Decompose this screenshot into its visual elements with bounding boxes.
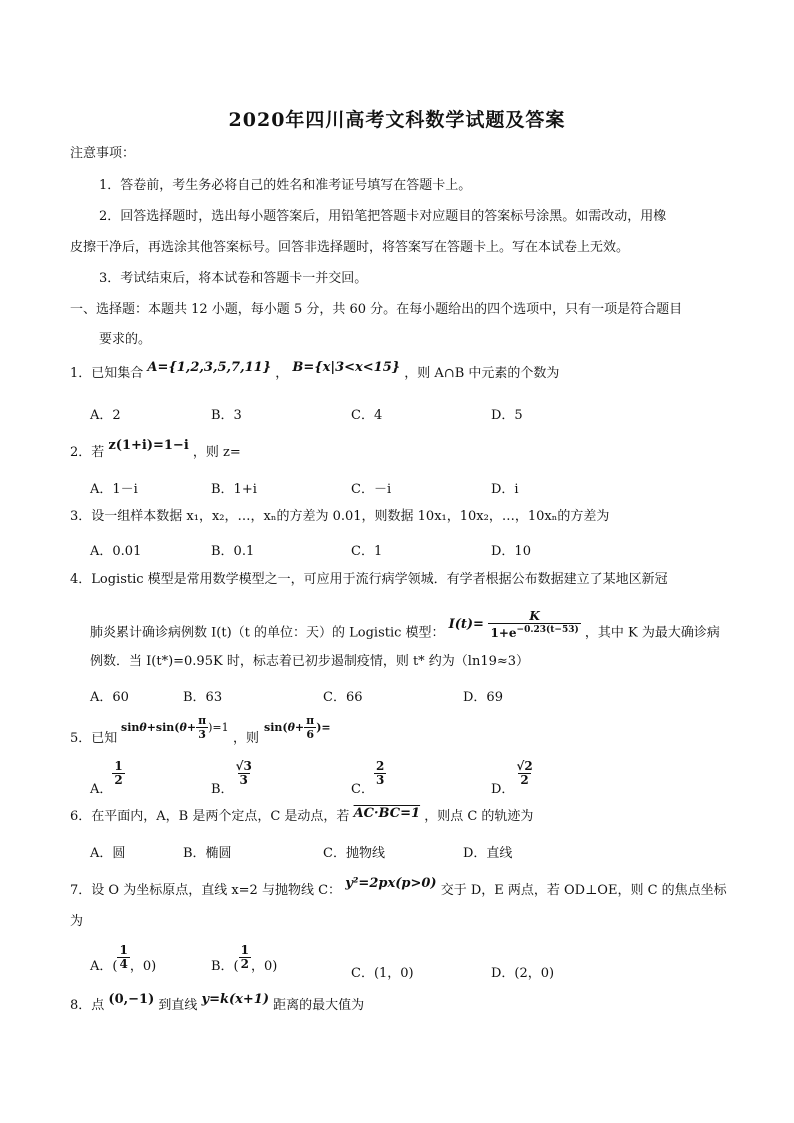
q5-opt-d-num: √2 <box>516 759 533 773</box>
q5-opt-c-frac <box>374 760 386 787</box>
q8-suffix: 距离的最大值为 <box>273 998 365 1013</box>
notice-heading: 注意事项： <box>70 146 136 161</box>
q7-opt-b-frac <box>239 944 251 971</box>
question-1 <box>70 360 560 382</box>
q5-opt-d-frac <box>514 760 534 787</box>
q5-opt-a-num: 1 <box>114 759 123 773</box>
q1-set-a: A={1,2,3,5,7,11} <box>147 360 272 375</box>
q5-option-d <box>491 759 535 797</box>
q4-line2-prefix: 肺炎累计确诊病例数 I(t)（t 的单位：天）的 Logistic 模型： <box>90 625 445 641</box>
q8-point: (0,−1) <box>108 992 155 1007</box>
q5-option-c <box>351 759 386 797</box>
q7-opt-a-frac <box>117 944 129 971</box>
q5-formula2-left: sin(θ+ <box>264 721 305 734</box>
q5-opt-b-num: √3 <box>235 759 252 773</box>
q3-option-b: B．0.1 <box>211 544 255 559</box>
q7-opt-b-num: 1 <box>240 943 249 957</box>
q7-opt-a-den: 4 <box>119 957 128 971</box>
q4-formula <box>449 610 581 640</box>
q2-suffix: ，则 z= <box>192 445 241 460</box>
section-heading-line-1: 一、选择题：本题共 12 小题，每小题 5 分，共 60 分。在每小题给出的四个选项中，只有一项是符合题目 <box>70 302 683 317</box>
q7-opt-b-post: ，0) <box>251 959 278 974</box>
q1-option-b: B．3 <box>211 408 242 423</box>
q4-option-d: D．69 <box>463 690 503 705</box>
q5-six: 6 <box>306 728 314 741</box>
q5-formula-2 <box>264 714 331 741</box>
q8-line: y=k(x+1) <box>201 992 269 1007</box>
q2-formula: z(1+i)=1−i <box>108 438 189 453</box>
q7-opt-a-post: ，0) <box>129 959 157 974</box>
q2-option-b: B．1+i <box>211 482 257 497</box>
q7-option-d: D．(2，0) <box>491 966 555 981</box>
q3-option-d: D．10 <box>491 544 531 559</box>
q1-set-b: B={x|3<x<15} <box>292 360 401 375</box>
q5-pi-1: π <box>198 714 207 727</box>
q5-opt-a-den: 2 <box>114 773 123 787</box>
q6-prefix: 6．在平面内，A，B 是两个定点，C 是动点，若 <box>70 809 350 824</box>
q5-opt-b-label: B． <box>211 782 234 797</box>
q7-option-c: C．(1，0) <box>351 966 414 981</box>
page-title: 2020年四川高考文科数学试题及答案 <box>228 109 566 131</box>
q4-formula-lhs: I(t)= <box>448 617 484 632</box>
q5-option-b <box>211 759 254 797</box>
q7-suffix: 交于 D，E 两点，若 OD⊥OE，则 C 的焦点坐标 <box>440 883 727 898</box>
q1-suffix: ，则 A∩B 中元素的个数为 <box>404 366 560 381</box>
q4-den-base: 1+e <box>490 626 517 640</box>
question-2 <box>70 438 241 461</box>
question-4-line-2 <box>90 609 720 648</box>
q5-pi-over-3 <box>196 714 208 741</box>
q5-pi-over-6 <box>304 714 316 741</box>
q5-formula1-left: sinθ+sin(θ+ <box>121 721 197 734</box>
notice-item-2-line-2: 皮擦干净后，再选涂其他答案标号。回答非选择题时，将答案写在答题卡上。写在本试卷上无效。 <box>70 240 630 255</box>
q6-option-a: A．圆 <box>90 846 126 861</box>
question-7-line-2: 为 <box>70 914 84 929</box>
question-4-line-1: 4．Logistic 模型是常用数学模型之一，可应用于流行病学领城．有学者根据公布数据建立了某地区新冠 <box>70 572 668 587</box>
question-6 <box>70 806 534 825</box>
q4-formula-num: K <box>529 609 540 623</box>
q5-opt-c-num: 2 <box>375 759 385 773</box>
q8-mid: 到直线 <box>158 998 198 1013</box>
q4-formula-fraction <box>488 610 580 640</box>
q5-opt-c-label: C． <box>351 782 374 797</box>
q7-prefix: 7．设 O 为坐标原点，直线 x=2 与抛物线 C： <box>70 883 342 898</box>
notice-item-3: 3．考试结束后，将本试卷和答题卡一并交回。 <box>99 271 368 286</box>
q7-opt-a-num: 1 <box>119 943 128 957</box>
q5-mid: ，则 <box>233 731 260 746</box>
q5-formula-1 <box>121 714 229 741</box>
question-4-line-3: 例数．当 I(t*)=0.95K 时，标志着已初步遏制疫情，则 t* 约为（ln19≈3） <box>90 654 530 669</box>
q2-option-c: C．－i <box>351 482 392 497</box>
notice-item-2-line-1: 2．回答选择题时，选出每小题答案后，用铅笔把答题卡对应题目的答案标号涂黑。如需改动，用橡 <box>99 209 667 224</box>
q6-formula: AC·BC=1 <box>353 806 421 821</box>
q3-option-a: A．0.01 <box>90 544 142 559</box>
q4-line2-suffix: ，其中 K 为最大确诊病 <box>584 625 720 641</box>
q6-suffix: ，则点 C 的轨迹为 <box>424 809 534 824</box>
q7-opt-a-pre: A．( <box>90 959 118 974</box>
q6-option-b: B．椭圆 <box>183 846 232 861</box>
q6-option-c: C．抛物线 <box>323 846 385 861</box>
q4-option-c: C．66 <box>323 690 363 705</box>
q1-sep: ， <box>275 366 289 381</box>
question-7 <box>70 876 727 899</box>
q5-prefix: 5．已知 <box>70 731 118 746</box>
q4-option-a: A．60 <box>90 690 129 705</box>
q7-opt-b-pre: B．( <box>211 959 239 974</box>
q5-opt-a-label: A． <box>90 782 113 797</box>
q4-den-exp: −0.23(t−53) <box>516 625 579 635</box>
question-5 <box>70 731 117 747</box>
q5-opt-d-den: 2 <box>520 773 529 787</box>
q3-option-c: C．1 <box>351 544 383 559</box>
q5-opt-b-frac <box>234 760 254 787</box>
q7-option-b <box>211 943 278 974</box>
q7-opt-b-den: 2 <box>240 957 249 971</box>
q2-option-d: D．i <box>491 482 519 497</box>
q4-formula-den <box>488 623 580 640</box>
q5-formula1-right: )=1 <box>208 721 229 734</box>
q8-prefix: 8．点 <box>70 998 105 1013</box>
q1-option-a: A．2 <box>90 408 121 423</box>
q1-option-d: D．5 <box>491 408 523 423</box>
q5-opt-a-frac <box>112 760 124 787</box>
q6-option-d: D．直线 <box>463 846 513 861</box>
q7-option-a <box>90 943 157 974</box>
q4-option-b: B．63 <box>183 690 223 705</box>
q2-option-a: A．1－i <box>90 482 138 497</box>
q5-opt-c-den: 3 <box>375 773 385 787</box>
q5-formula2-right: )= <box>316 721 331 734</box>
notice-item-1: 1．答卷前，考生务必将自己的姓名和准考证号填写在答题卡上。 <box>99 178 472 193</box>
q5-option-a <box>90 759 125 797</box>
question-3: 3．设一组样本数据 x₁，x₂，…，xₙ的方差为 0.01，则数据 10x₁，10x₂，…，10xₙ的方差为 <box>70 509 610 524</box>
q5-opt-d-label: D． <box>491 782 515 797</box>
q1-option-c: C．4 <box>351 408 383 423</box>
q1-prefix: 1．已知集合 <box>70 366 144 381</box>
q2-prefix: 2．若 <box>70 445 105 460</box>
question-8 <box>70 992 365 1014</box>
q5-pi-2: π <box>306 714 315 727</box>
q7-formula: y²=2px(p>0) <box>345 876 437 891</box>
section-heading-line-2: 要求的。 <box>99 332 152 347</box>
q5-opt-b-den: 3 <box>239 773 248 787</box>
q5-three: 3 <box>198 728 206 741</box>
